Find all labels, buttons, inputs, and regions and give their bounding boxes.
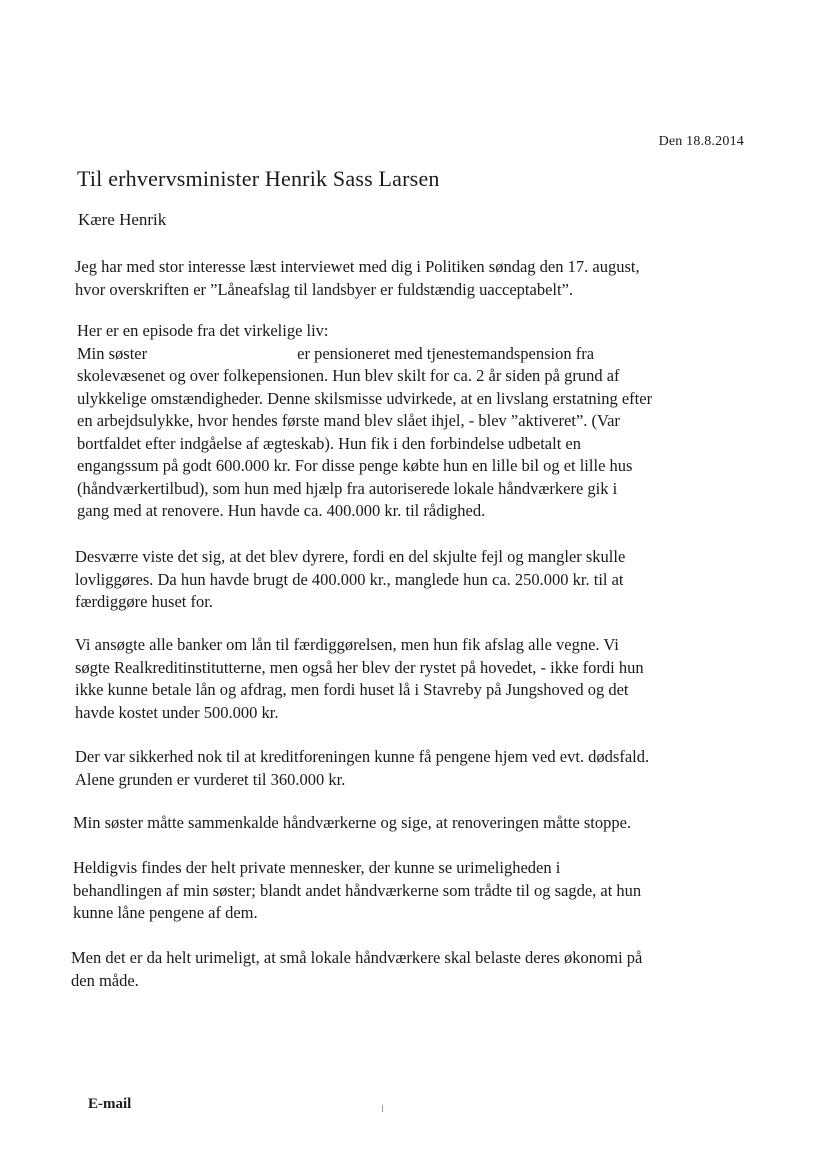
paragraph-banks bbox=[75, 634, 755, 724]
text-line: hvor overskriften er ”Låneafslag til landsbyer er fuldstændig uacceptabelt”. bbox=[75, 279, 574, 299]
text-line: behandlingen af min søster; blandt andet håndværkerne som trådte til og sagde, at hun bbox=[73, 880, 642, 900]
text-line: Min søster måtte sammenkalde håndværkerne og sige, at renoveringen måtte stoppe. bbox=[73, 813, 632, 832]
text-line: (håndværkertilbud), som hun med hjælp fra autoriserede lokale håndværkere gik i bbox=[77, 478, 618, 498]
text-line: ikke kunne betale lån og afdrag, men fordi huset lå i Stavreby på Jungshoved og det bbox=[75, 680, 629, 699]
text-line: Vi ansøgte alle banker om lån til færdiggørelsen, men hun fik afslag alle vegne. Vi bbox=[75, 635, 619, 654]
text-line: bortfaldet efter indgåelse af ægteskab). Hun fik i den forbindelse udbetalt en bbox=[77, 433, 581, 453]
text-line: Jeg har med stor interesse læst interviewet med dig i Politiken søndag den 17. august, bbox=[75, 257, 640, 276]
text-fragment: skolevæsenet og over folkepensionen. bbox=[77, 366, 329, 385]
text-line: Heldigvis findes der helt private mennesker, der kunne se urimeligheden i bbox=[73, 858, 561, 877]
text-line: kunne låne pengene af dem. bbox=[73, 903, 258, 922]
text-fragment: Min søster bbox=[77, 343, 148, 363]
text-line: en arbejdsulykke, hvor hendes første mand blev slået ihjel, - blev ”aktiveret”. (Var bbox=[77, 411, 620, 430]
paragraph-episode bbox=[77, 320, 757, 523]
redaction-block bbox=[147, 348, 297, 362]
text-line bbox=[77, 343, 757, 366]
text-line: Desværre viste det sig, at det blev dyrere, fordi en del skjulte fejl og mangler skulle bbox=[75, 547, 626, 566]
paragraph-stop bbox=[73, 812, 753, 835]
paragraph-interview bbox=[75, 256, 755, 301]
text-line: Alene grunden er vurderet til 360.000 kr. bbox=[75, 769, 346, 789]
text-line: Der var sikkerhed nok til at kreditforeningen kunne få pengene hjem ved evt. dødsfald. bbox=[75, 747, 650, 766]
paragraph-unreasonable bbox=[71, 947, 751, 992]
text-line: Men det er da helt urimeligt, at små lokale håndværkere skal belaste deres økonomi på bbox=[71, 948, 643, 967]
text-fragment: Hun blev skilt for ca. 2 år siden på grund af bbox=[332, 366, 620, 385]
footer-email-label: E-mail bbox=[88, 1096, 132, 1112]
paragraph-costs bbox=[75, 546, 755, 614]
letter-salutation: Kære Henrik bbox=[78, 210, 167, 229]
text-fragment: er pensioneret med tjenestemandspension fra bbox=[297, 343, 595, 363]
text-line: søgte Realkreditinstitutterne, men også her blev der rystet på hovedet, - ikke fordi hun bbox=[75, 657, 644, 677]
text-line: ulykkelige omstændigheder. Denne skilsmisse udvirkede, at en livslang erstatning efter bbox=[77, 388, 653, 408]
text-line: gang med at renovere. Hun havde ca. 400.000 kr. til rådighed. bbox=[77, 501, 486, 520]
text-line: Her er en episode fra det virkelige liv: bbox=[77, 321, 329, 340]
paragraph-private-help bbox=[73, 857, 753, 925]
letter-recipient: Til erhvervsminister Henrik Sass Larsen bbox=[77, 166, 440, 191]
text-line: den måde. bbox=[71, 970, 139, 990]
letter-date: Den 18.8.2014 bbox=[658, 134, 744, 149]
scan-speck bbox=[382, 1105, 383, 1112]
text-line: færdiggøre huset for. bbox=[75, 592, 213, 611]
text-line: havde kostet under 500.000 kr. bbox=[75, 702, 279, 722]
paragraph-security bbox=[75, 746, 755, 791]
text-line bbox=[77, 365, 757, 388]
text-line: lovliggøres. Da hun havde brugt de 400.000 kr., manglede hun ca. 250.000 kr. til at bbox=[75, 569, 624, 589]
text-line: engangssum på godt 600.000 kr. For disse penge købte hun en lille bil og et lille hus bbox=[77, 456, 633, 475]
